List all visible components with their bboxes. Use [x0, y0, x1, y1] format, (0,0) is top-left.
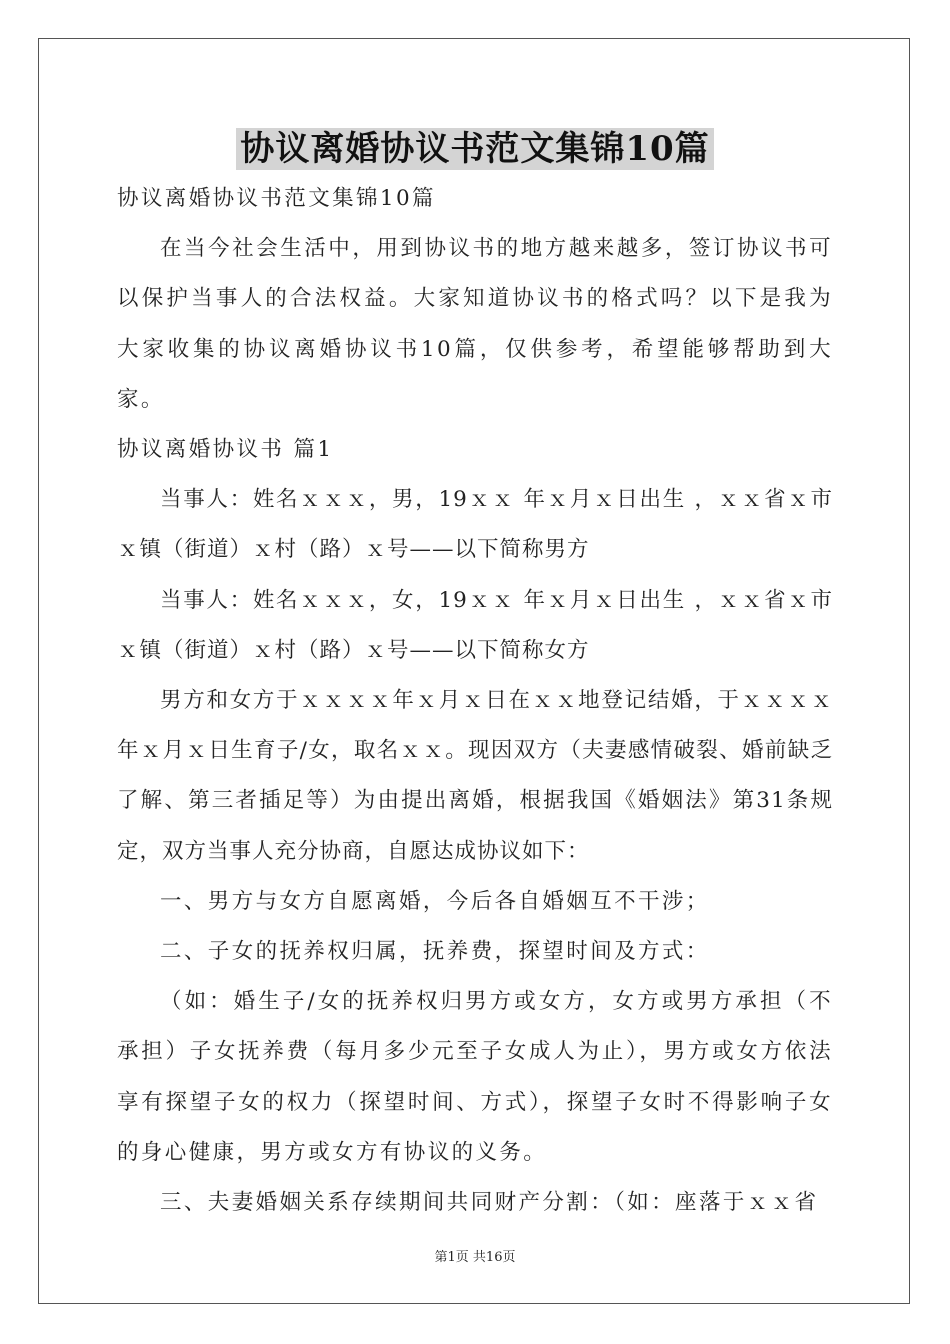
paragraph-intro: 在当今社会生活中，用到协议书的地方越来越多，签订协议书可以保护当事人的合法权益。大家知道协议书的格式吗？以下是我为大家收集的协议离婚协议书10篇，仅供参考，希望能够帮助到大家。 — [117, 236, 833, 412]
document-subtitle: 协议离婚协议书范文集锦10篇 — [117, 186, 436, 211]
paragraph-party-female: 当事人：姓名ｘｘｘ，女，19ｘｘ 年ｘ月ｘ日出生 ，ｘｘ省ｘ市ｘ镇（街道）ｘ村（路）ｘ号——以下简称女方 — [117, 587, 833, 663]
paragraph-party-male: 当事人：姓名ｘｘｘ，男，19ｘｘ 年ｘ月ｘ日出生 ，ｘｘ省ｘ市ｘ镇（街道）ｘ村（路）ｘ号——以下简称男方 — [117, 487, 833, 563]
paragraph-clause-3: 三、夫妻婚姻关系存续期间共同财产分割：（如：座落于ｘｘ省 — [160, 1190, 819, 1216]
section-heading-1: 协议离婚协议书 篇1 — [117, 437, 334, 463]
paragraph-clause-2-detail: （如：婚生子/女的抚养权归男方或女方，女方或男方承担（不承担）子女抚养费（每月多少元至子女成人为止），男方或女方依法享有探望子女的权力（探望时间、方式），探望子女时不得影响子女的身心健康，男方或女方有协议的义务。 — [117, 989, 833, 1165]
paragraph-clause-2: 二、子女的抚养权归属，抚养费，探望时间及方式： — [160, 939, 710, 965]
document-title: 协议离婚协议书范文集锦10篇 — [236, 128, 713, 170]
paragraph-marriage-facts: 男方和女方于ｘｘｘｘ年ｘ月ｘ日在ｘｘ地登记结婚，于ｘｘｘｘ年ｘ月ｘ日生育子/女，取名ｘｘ。现因双方（夫妻感情破裂、婚前缺乏了解、第三者插足等）为由提出离婚，根据我国《婚姻法》第31条规定，双方当事人充分协商，自愿达成协议如下： — [117, 688, 833, 864]
title-container — [0, 128, 950, 170]
paragraph-clause-1: 一、男方与女方自愿离婚，今后各自婚姻互不干涉； — [160, 888, 710, 914]
document-body — [117, 174, 833, 1228]
page-footer: 第1页 共16页 — [434, 1250, 516, 1265]
